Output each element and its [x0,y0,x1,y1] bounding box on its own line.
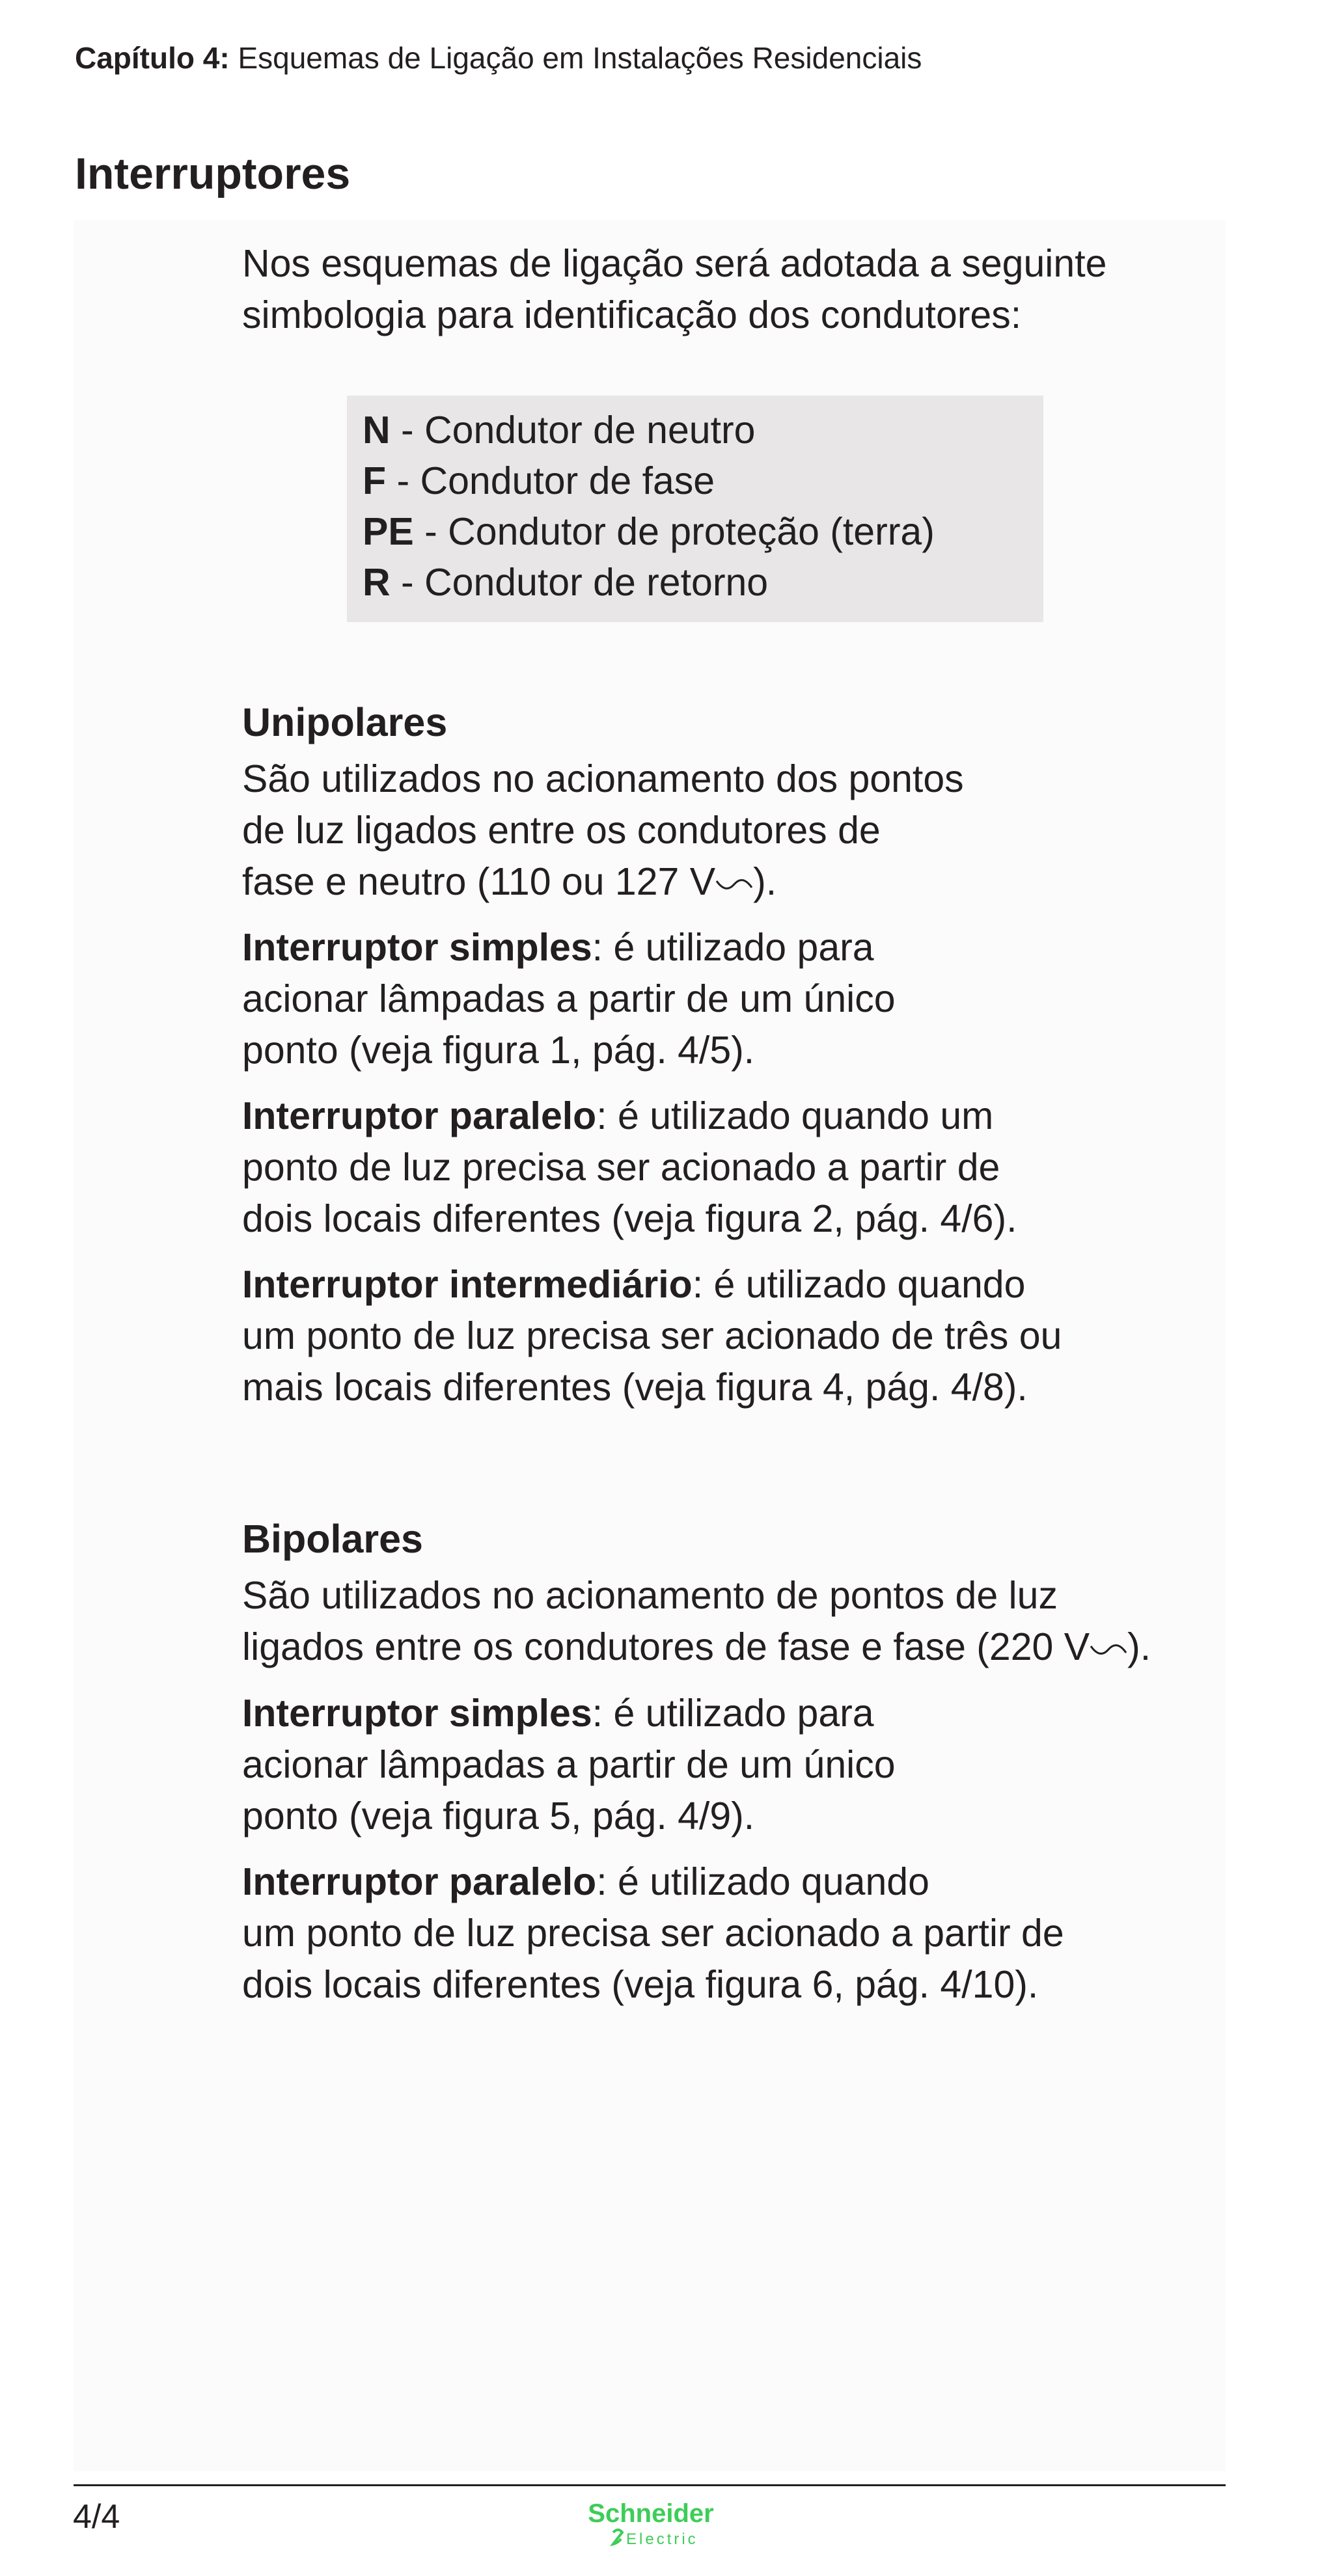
bipolares-paralelo [242,1856,1064,2011]
bipolares-simples [242,1688,896,1842]
text-line: mais locais diferentes (veja figura 4, pág. 4/8). [242,1366,1028,1409]
term: Interruptor simples [242,1692,592,1735]
term: Interruptor paralelo [242,1860,597,1903]
ac-symbol-icon [715,874,753,894]
page-number: 4/4 [73,2498,120,2536]
bipolares-description [242,1570,1151,1673]
text-fragment: : é utilizado para [592,926,874,969]
text-line [242,1091,1017,1142]
text-line: um ponto de luz precisa ser acionado a partir de [242,1912,1064,1955]
text-line [242,1688,896,1739]
intro-line: Nos esquemas de ligação será adotada a seguinte [242,242,1107,285]
text-line [242,1856,1064,1908]
svg-text:Schneider: Schneider [588,2499,714,2528]
unipolares-paralelo [242,1091,1017,1245]
chapter-label: Capítulo 4: [75,41,230,75]
term: Interruptor intermediário [242,1263,693,1306]
legend-code: PE [363,510,414,553]
text-fragment: fase e neutro (110 ou 127 V [242,860,716,903]
section-title: Interruptores [75,149,351,198]
text-line: ponto de luz precisa ser acionado a partir de [242,1146,1000,1189]
text-line: São utilizados no acionamento de pontos de luz [242,1574,1058,1617]
text-line: acionar lâmpadas a partir de um único [242,1743,896,1786]
intro-line: simbologia para identificação dos condutores: [242,293,1022,336]
chapter-header [75,40,922,75]
text-line: São utilizados no acionamento dos pontos [242,757,964,800]
text-line [242,856,964,908]
text-line: ponto (veja figura 1, pág. 4/5). [242,1029,755,1072]
intro-paragraph [242,238,1106,341]
text-fragment: ). [753,860,777,903]
term: Interruptor paralelo [242,1094,597,1137]
text-fragment: : é utilizado quando [692,1263,1026,1306]
conductor-legend [347,396,1043,622]
legend-text: - Condutor de neutro [390,409,756,452]
unipolares-intermediario [242,1259,1062,1413]
legend-text: - Condutor de retorno [390,561,769,604]
text-fragment: : é utilizado quando um [596,1094,994,1137]
legend-code: R [363,561,391,604]
legend-code: F [363,459,387,502]
legend-text: - Condutor de proteção (terra) [413,510,935,553]
svg-text:Electric: Electric [626,2530,698,2548]
text-fragment: : é utilizado quando [596,1860,929,1903]
chapter-title: Esquemas de Ligação em Instalações Residenciais [238,41,922,75]
text-fragment: ligados entre os condutores de fase e fase (220 V [242,1625,1090,1668]
bipolares-heading: Bipolares [242,1517,423,1561]
legend-item [363,557,1043,608]
legend-code: N [363,409,391,452]
unipolares-heading: Unipolares [242,700,448,744]
schneider-electric-logo [573,2497,729,2549]
text-fragment: ). [1127,1625,1151,1668]
footer-divider [74,2484,1226,2486]
text-line: dois locais diferentes (veja figura 2, pág. 4/6). [242,1197,1017,1240]
legend-item [363,405,1043,455]
text-fragment: : é utilizado para [592,1692,874,1735]
text-line: um ponto de luz precisa ser acionado de três ou [242,1314,1062,1357]
legend-item [363,506,1043,557]
ac-symbol-icon [1090,1640,1127,1659]
text-line: dois locais diferentes (veja figura 6, pág. 4/10). [242,1963,1039,2006]
text-line: acionar lâmpadas a partir de um único [242,977,896,1020]
text-line: de luz ligados entre os condutores de [242,809,881,852]
text-line: ponto (veja figura 5, pág. 4/9). [242,1795,755,1837]
text-line [242,922,896,973]
legend-text: - Condutor de fase [386,459,715,502]
legend-item [363,455,1043,506]
text-line [242,1621,1151,1673]
unipolares-description [242,753,964,908]
unipolares-simples [242,922,896,1076]
text-line [242,1259,1062,1310]
term: Interruptor simples [242,926,592,969]
